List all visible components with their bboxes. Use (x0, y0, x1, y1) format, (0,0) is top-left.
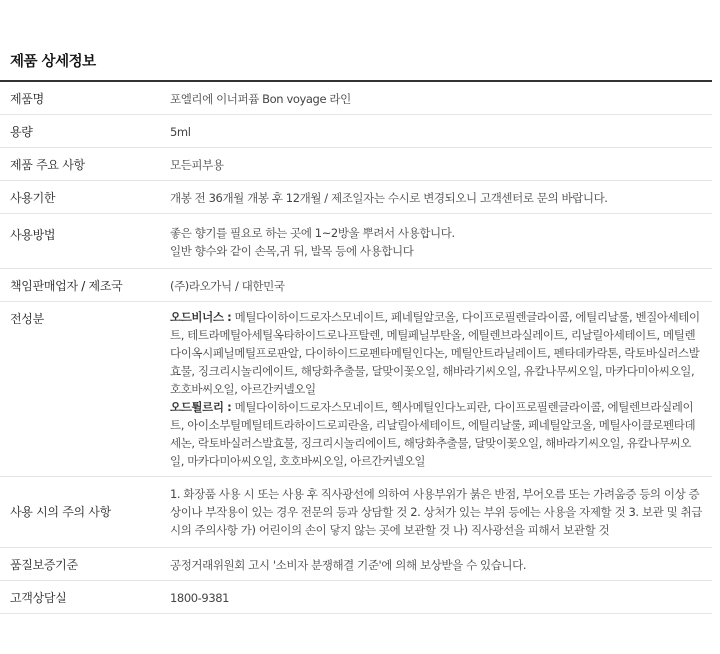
ingredient-list: 메틸다이하이드로자스모네이트, 페네틸알코올, 다이프로필렌글라이콜, 에틸리날룰, 벤질아세테이트, 테트라메틸아세틸옥타하이드로나프탈렌, 메틸페닐부탄올, 에틸렌브라실레이트, 리날릴아세테이트, 메틸렌다이옥시페닐메틸프로판알, 다이하이드로펜타메틸인다논, 메틸안트라닐레이트, 펜타데카락톤, 락토바실러스발효물, 징크리시놀리에이트, 해당화추출물, 달맞이꽃오일, 해바라기씨오일, 유칼나무씨오일, 마카다미아씨오일, 호호바씨오일, 아르간커넬오일 (170, 309, 700, 396)
table-row (0, 213, 712, 268)
table-row (0, 180, 712, 213)
row-value-seller: (주)라오가닉 / 대한민국 (170, 278, 285, 293)
row-value-precautions: 1. 화장품 사용 시 또는 사용 후 직사광선에 의하여 사용부위가 붉은 반점, 부어오름 또는 가려움증 등의 이상 증상이나 부작용이 있는 경우 전문의 등과 상담할 것 2. 상처가 있는 부위 등에는 사용을 자제할 것 3. 보관 및 취급 시의 주의사항 가) 어린이의 손이 닿지 않는 곳에 보관할 것 나) 직사광선을 피해서 보관할 것 (170, 486, 702, 537)
row-value-expiry: 개봉 전 36개월 개봉 후 12개월 / 제조일자는 수시로 변경되오니 고객센터로 문의 바랍니다. (170, 190, 608, 205)
row-label-customer-service: 고객상담실 (10, 590, 67, 605)
row-value-customer-service: 1800-9381 (170, 590, 230, 605)
table-row (0, 301, 712, 476)
row-value-key-info: 모든피부용 (170, 157, 224, 172)
table-row (0, 476, 712, 547)
row-label-expiry: 사용기한 (10, 190, 56, 205)
row-label-precautions: 사용 시의 주의 사항 (10, 505, 111, 519)
row-label-ingredients: 전성분 (10, 311, 44, 326)
row-label-volume: 용량 (10, 124, 33, 139)
row-value-volume: 5ml (170, 124, 191, 139)
row-value-product-name: 포엘리에 이너퍼퓸 Bon voyage 라인 (170, 92, 351, 106)
ingredient-block (170, 308, 704, 398)
row-label-quality: 품질보증기준 (10, 557, 78, 572)
table-row (0, 147, 712, 180)
ingredient-block (170, 398, 704, 470)
product-spec-table (0, 80, 712, 614)
ingredient-name: 오드튈르리 : (170, 399, 232, 414)
row-value-ingredients (160, 301, 712, 476)
ingredient-list: 메틸다이하이드로자스모네이트, 헥사메틸인다노피란, 다이프로필렌글라이콜, 에틸렌브라실레이트, 아이소부틸메틸테트라하이드로피란올, 리날릴아세테이트, 에틸리날룰, 페네틸알코올, 메틸사이클로펜타데세논, 락토바실러스발효물, 징크리시놀리에이트, 해당화추출물, 달맞이꽃오일, 해바라기씨오일, 유칼나무씨오일, 마카다미아씨오일, 호호바씨오일, 아르간커넬오일 (170, 399, 696, 468)
row-value-quality: 공정거래위원회 고시 '소비자 분쟁해결 기준'에 의해 보상받을 수 있습니다. (170, 557, 527, 572)
row-label-seller: 책임판매업자 / 제조국 (10, 278, 123, 293)
usage-line: 일반 향수와 같이 손목,귀 뒤, 발목 등에 사용합니다 (170, 243, 414, 258)
table-row (0, 580, 712, 613)
row-label-key-info: 제품 주요 사항 (10, 157, 85, 172)
row-label-usage: 사용방법 (10, 227, 56, 242)
section-title: 제품 상세정보 (10, 54, 96, 70)
usage-line: 좋은 향기를 필요로 하는 곳에 1~2방울 뿌려서 사용합니다. (170, 225, 455, 240)
row-label-product-name: 제품명 (10, 92, 44, 106)
row-value-usage (160, 213, 712, 268)
ingredient-name: 오드비너스 : (170, 309, 232, 324)
table-row (0, 268, 712, 301)
table-row (0, 114, 712, 147)
table-row (0, 81, 712, 114)
table-row (0, 547, 712, 580)
